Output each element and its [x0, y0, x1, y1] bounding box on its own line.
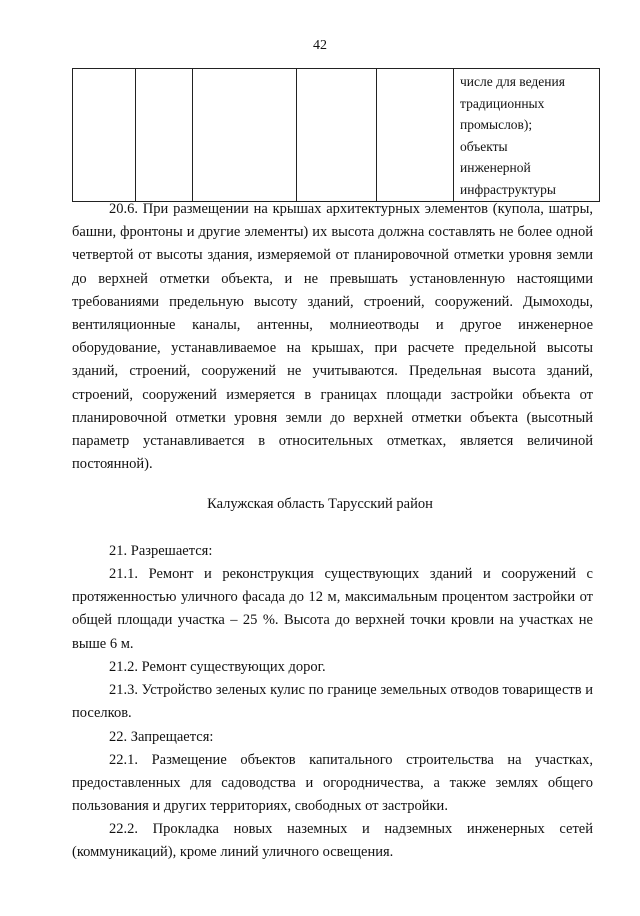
paragraph-22-1: 22.1. Размещение объектов капитального строительства на участках, предоставленных для садоводства и огородничества, а также землях общего пользования и других территориях, свободных от застройки. — [72, 752, 593, 815]
table-fragment — [72, 68, 600, 202]
cell-line: традиционных — [460, 95, 545, 111]
paragraph-21: 21. Разрешается: — [109, 543, 213, 559]
page-number: 42 — [313, 38, 327, 53]
paragraph-22: 22. Запрещается: — [109, 729, 214, 745]
paragraph-21-1: 21.1. Ремонт и реконструкция существующих зданий и сооружений с протяженностью уличного фасада до 12 м, максимальным процентом застройки от общей площади участка – 25 %. Высота до верхней точки кровли на участках не выше 6 м. — [72, 566, 593, 652]
paragraph-21-3: 21.3. Устройство зеленых кулис по границе земельных отводов товариществ и поселков. — [72, 682, 593, 722]
cell-line: числе для ведения — [460, 74, 565, 89]
table-cell-text — [454, 69, 600, 202]
cell-line: инженерной — [460, 160, 531, 175]
paragraph-21-2: 21.2. Ремонт существующих дорог. — [109, 659, 326, 675]
section-heading: Калужская область Тарусский район — [207, 496, 433, 512]
table-cell-empty — [136, 69, 193, 202]
paragraph-22-2: 22.2. Прокладка новых наземных и надземных инженерных сетей (коммуникаций), кроме линий уличного освещения. — [72, 821, 593, 861]
table-cell-empty — [297, 69, 377, 202]
table-row — [73, 69, 600, 202]
cell-line: инфраструктуры — [460, 181, 556, 197]
table-cell-empty — [193, 69, 297, 202]
table-cell-empty — [377, 69, 454, 202]
paragraph-20-6: 20.6. При размещении на крышах архитектурных элементов (купола, шатры, башни, фронтоны и другие элементы) их высота должна составлять не более одной четвертой от высоты здания, измеряемой от планировочной отметки уровня земли до верхней отметки объекта, и не превышать установленную настоящими требованиями предельную высоту зданий, строений, сооружений. Дымоходы, вентиляционные каналы, антенны, молниеотводы и другое инженерное оборудование, устанавливаемое на крышах, при расчете предельной высоты зданий, строений, сооружений не учитываются. Предельная высота зданий, строений, сооружений измеряется в границах площади застройки объекта от планировочной отметки уровня земли до верхней отметки объекта (высотный параметр устанавливается в относительных отметках, является величиной постоянной). — [72, 201, 593, 473]
cell-line: промыслов); — [460, 117, 533, 132]
table-cell-empty — [73, 69, 136, 202]
cell-line: объекты — [460, 138, 508, 154]
